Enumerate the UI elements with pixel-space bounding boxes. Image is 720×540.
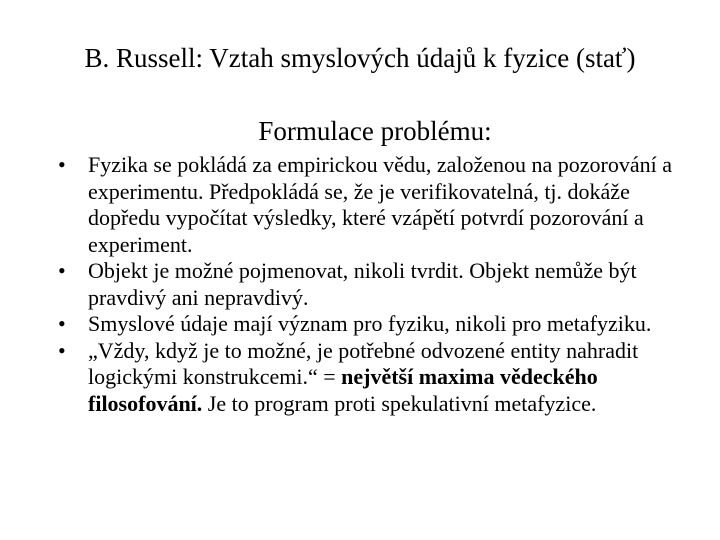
bullet-text-emphasis: největší maxima vědeckého filosofování.	[88, 364, 598, 416]
bullet-list	[58, 152, 678, 417]
bullet-marker: •	[58, 152, 66, 177]
bullet-item	[58, 338, 678, 418]
bullet-item	[58, 258, 678, 311]
bullet-text	[88, 338, 638, 416]
bullet-text: Fyzika se pokládá za empirickou vědu, založenou na pozorování a experimentu. Předpokládá se, že je verifikovatelná, tj. dokáže dopředu vypočítat výsledky, které vzápětí potvrdí pozorování a experiment.	[88, 152, 672, 257]
slide-title: B. Russell: Vztah smyslových údajů k fyzice (stať)	[84, 43, 636, 73]
bullet-text-quote: „Vždy, když je to možné, je potřebné odvozené entity nahradit logickými konstrukcemi.“ =	[88, 337, 639, 389]
bullet-marker: •	[58, 258, 66, 283]
bullet-item	[58, 152, 678, 258]
bullet-text-tail: Je to program proti spekulativní metafyzice.	[202, 390, 597, 416]
bullet-marker: •	[58, 311, 66, 336]
slide-subtitle: Formulace problému:	[258, 116, 492, 146]
bullet-text: Objekt je možné pojmenovat, nikoli tvrdit. Objekt nemůže být pravdivý ani nepravdivý.	[88, 258, 637, 310]
bullet-item	[58, 311, 678, 338]
bullet-marker: •	[58, 337, 66, 363]
bullet-text: Smyslové údaje mají význam pro fyziku, nikoli pro metafyziku.	[88, 311, 652, 336]
